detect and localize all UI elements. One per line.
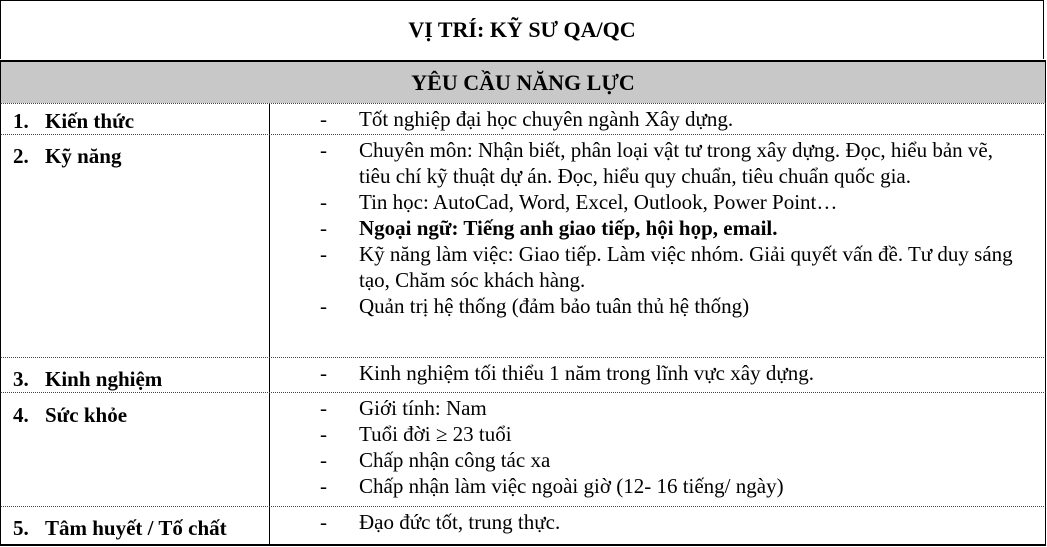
list-item	[270, 473, 1045, 499]
position-title: VỊ TRÍ: KỸ SƯ QA/QC	[0, 0, 1044, 59]
list-item	[270, 509, 1045, 535]
table-row-tam-huyet	[0, 506, 1046, 544]
list-item-text: Kỹ năng làm việc: Giao tiếp. Làm việc nhóm. Giải quyết vấn đề. Tư duy sáng tạo, Chăm sóc khách hàng.	[359, 242, 1013, 292]
row-number: 2.	[13, 144, 29, 168]
list-item-text: Chấp nhận làm việc ngoài giờ (12- 16 tiếng/ ngày)	[359, 474, 784, 498]
bullet-dash: -	[320, 422, 327, 446]
bullet-dash: -	[320, 294, 327, 318]
table-row-kien-thuc	[0, 103, 1046, 134]
list-item-text: Tuổi đời ≥ 23 tuổi	[359, 422, 512, 446]
row-number: 5.	[13, 516, 29, 540]
row-heading-cell	[1, 393, 270, 506]
bullet-dash: -	[320, 510, 327, 534]
row-number: 4.	[13, 403, 29, 427]
list-item	[270, 421, 1045, 447]
bullet-dash: -	[320, 107, 327, 131]
row-label: Kỹ năng	[45, 144, 122, 168]
row-items-cell	[270, 137, 1045, 319]
row-number: 1.	[13, 109, 29, 133]
row-number: 3.	[13, 367, 29, 391]
list-item	[270, 293, 1045, 319]
list-item	[270, 137, 1045, 189]
bullet-dash: -	[320, 448, 327, 472]
row-label: Kiến thức	[45, 109, 135, 133]
table-row-suc-khoe	[0, 392, 1046, 506]
row-heading-cell	[1, 104, 270, 134]
list-item-text: Đạo đức tốt, trung thực.	[359, 510, 561, 534]
list-item-text: Tốt nghiệp đại học chuyên ngành Xây dựng.	[359, 107, 734, 131]
list-item-text: Chuyên môn: Nhận biết, phân loại vật tư trong xây dựng. Đọc, hiểu bản vẽ, tiêu chí kỹ thuật dự án. Đọc, hiểu quy chuẩn, tiêu chuẩn quốc gia.	[359, 138, 993, 188]
row-items-cell	[270, 360, 1045, 386]
bullet-dash: -	[320, 216, 327, 240]
row-items-cell	[270, 395, 1045, 499]
list-item-text: Quản trị hệ thống (đảm bảo tuân thủ hệ thống)	[359, 294, 750, 318]
section-header: YÊU CẦU NĂNG LỰC	[0, 60, 1046, 103]
table-row-ky-nang	[0, 134, 1046, 357]
list-item	[270, 360, 1045, 386]
bullet-dash: -	[320, 361, 327, 385]
row-items-cell	[270, 106, 1045, 132]
row-label: Sức khỏe	[45, 403, 128, 427]
bullet-dash: -	[320, 396, 327, 420]
list-item	[270, 215, 1045, 241]
row-heading-cell	[1, 135, 270, 357]
list-item-text: Giới tính: Nam	[359, 396, 487, 420]
list-item	[270, 189, 1045, 215]
bullet-dash: -	[320, 138, 327, 162]
row-items-cell	[270, 509, 1045, 535]
list-item	[270, 241, 1045, 293]
list-item	[270, 447, 1045, 473]
list-item-text: Chấp nhận công tác xa	[359, 448, 551, 472]
row-heading-cell	[1, 507, 270, 544]
list-item-text: Ngoại ngữ: Tiếng anh giao tiếp, hội họp, email.	[359, 216, 778, 240]
list-item	[270, 395, 1045, 421]
table-bottom-border	[0, 544, 1046, 546]
table-row-kinh-nghiem	[0, 357, 1046, 392]
bullet-dash: -	[320, 190, 327, 214]
list-item	[270, 106, 1045, 132]
list-item-text: Tin học: AutoCad, Word, Excel, Outlook, Power Point…	[359, 190, 838, 214]
bullet-dash: -	[320, 474, 327, 498]
row-label: Tâm huyết / Tố chất	[45, 516, 227, 540]
row-heading-cell	[1, 358, 270, 392]
row-label: Kinh nghiệm	[45, 367, 163, 391]
bullet-dash: -	[320, 242, 327, 266]
list-item-text: Kinh nghiệm tối thiểu 1 năm trong lĩnh vực xây dựng.	[359, 361, 814, 385]
